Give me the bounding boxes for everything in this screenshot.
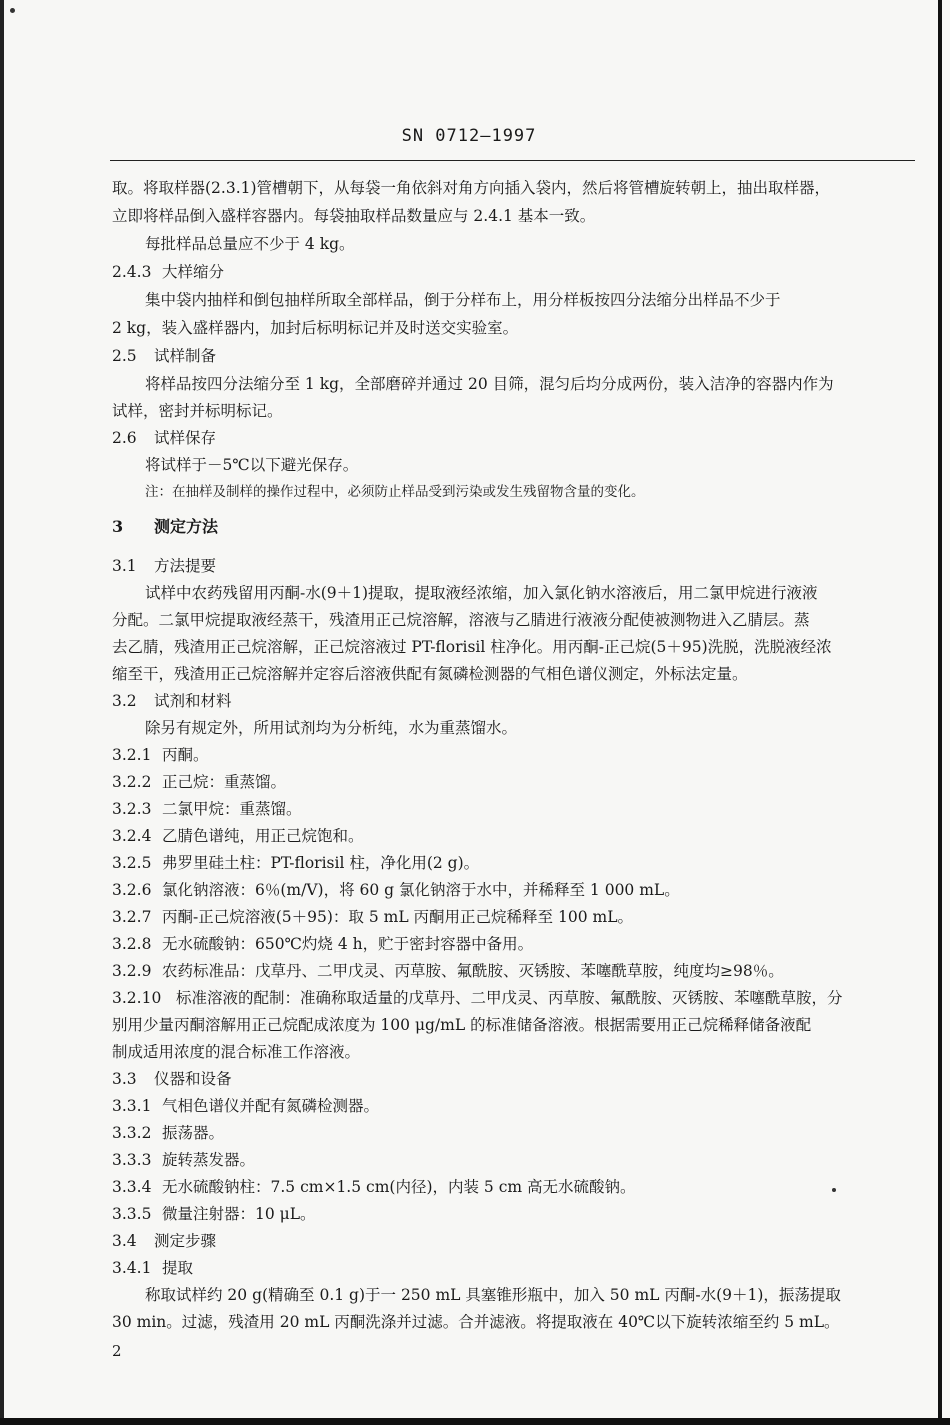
list-item (112, 1150, 255, 1170)
section-number: 3.3.2 (112, 1124, 152, 1142)
section-number: 3.3.1 (112, 1097, 152, 1115)
section-title: 试样制备 (154, 347, 217, 365)
scan-speck (10, 8, 15, 13)
section-title: 方法提要 (154, 557, 217, 575)
section-number: 3.2.1 (112, 746, 152, 764)
list-item (112, 961, 784, 981)
item-text: 丙酮-正己烷溶液(5＋95)：取 5 mL 丙酮用正己烷稀释至 100 mL。 (162, 908, 633, 926)
section-number: 3.2.7 (112, 908, 152, 926)
list-item (112, 799, 302, 819)
list-item (112, 772, 286, 792)
section-number: 3.2 (112, 692, 137, 710)
section-number: 3.2.3 (112, 800, 152, 818)
section-heading (112, 1069, 232, 1089)
section-title: 仪器和设备 (154, 1070, 232, 1088)
section-number: 3.4.1 (112, 1259, 152, 1277)
section-number: 3.2.9 (112, 962, 152, 980)
paragraph-line: 除另有规定外，所用试剂均为分析纯，水为重蒸馏水。 (145, 719, 518, 737)
item-text: 气相色谱仪并配有氮磷检测器。 (162, 1097, 380, 1115)
paragraph-line: 将样品按四分法缩分至 1 kg，全部磨碎并通过 20 目筛，混匀后均分成两份，装入洁净的容器内作为 (145, 375, 834, 393)
scan-border-bottom (0, 1418, 950, 1425)
section-title: 测定方法 (154, 517, 219, 536)
chapter-heading (112, 517, 218, 537)
section-number: 2.5 (112, 347, 137, 365)
section-title: 测定步骤 (154, 1232, 217, 1250)
item-text: 二氯甲烷：重蒸馏。 (162, 800, 302, 818)
item-text: 正己烷：重蒸馏。 (162, 773, 287, 791)
item-text: 无水硫酸钠柱：7.5 cm×1.5 cm(内径)，内装 5 cm 高无水硫酸钠。 (162, 1178, 636, 1196)
list-item (112, 880, 680, 900)
paragraph-line: 试样，密封并标明标记。 (112, 402, 283, 420)
section-number: 2.4.3 (112, 263, 152, 281)
section-number: 3.2.10 (112, 989, 162, 1007)
item-text: 微量注射器：10 μL。 (162, 1205, 316, 1223)
paragraph-line: 缩至干，残渣用正己烷溶解并定容后溶液供配有氮磷检测器的气相色谱仪测定，外标法定量。 (112, 665, 748, 683)
paragraph-line: 分配。二氯甲烷提取液经蒸干，残渣用正己烷溶解，溶液与乙腈进行液液分配使被测物进入乙腈层。蒸 (112, 611, 810, 629)
scan-speck (832, 1188, 836, 1192)
list-item (112, 826, 364, 846)
paragraph-line: 2 kg，装入盛样器内，加封后标明标记并及时送交实验室。 (112, 319, 519, 337)
section-number: 3.3.4 (112, 1178, 152, 1196)
document-header: SN 0712—1997 (401, 126, 537, 146)
list-item (112, 853, 479, 873)
item-text: 农药标准品：戊草丹、二甲戊灵、丙草胺、氟酰胺、灭锈胺、苯噻酰草胺，纯度均≥98％。 (162, 962, 784, 980)
list-item (112, 1123, 224, 1143)
item-text: 旋转蒸发器。 (162, 1151, 256, 1169)
paragraph-line: 去乙腈，残渣用正己烷溶解，正己烷溶液过 PT-florisil 柱净化。用丙酮-正己烷(5＋95)洗脱，洗脱液经浓 (112, 638, 832, 656)
section-title: 试剂和材料 (154, 692, 232, 710)
item-text: 氯化钠溶液：6％(m/V)，将 60 g 氯化钠溶于水中，并稀释至 1 000 mL。 (162, 881, 680, 899)
item-text: 乙腈色谱纯，用正己烷饱和。 (162, 827, 364, 845)
item-text: 标准溶液的配制：准确称取适量的戊草丹、二甲戊灵、丙草胺、氟酰胺、灭锈胺、苯噻酰草胺，分 (176, 989, 843, 1007)
section-heading (112, 1258, 193, 1278)
list-item (112, 1177, 636, 1197)
note-line: 注：在抽样及制样的操作过程中，必须防止样品受到污染或发生残留物含量的变化。 (145, 484, 645, 500)
paragraph-line: 制成适用浓度的混合标准工作溶液。 (112, 1043, 361, 1061)
section-number: 3.2.5 (112, 854, 152, 872)
item-text: 振荡器。 (162, 1124, 225, 1142)
list-item (112, 907, 633, 927)
item-text: 无水硫酸钠：650℃灼烧 4 h，贮于密封容器中备用。 (162, 935, 534, 953)
section-number: 3.1 (112, 557, 137, 575)
section-heading (112, 262, 224, 282)
section-number: 3.2.8 (112, 935, 152, 953)
paragraph-line: 立即将样品倒入盛样容器内。每袋抽取样品数量应与 2.4.1 基本一致。 (112, 207, 596, 225)
list-item (112, 1204, 316, 1224)
list-item (112, 745, 209, 765)
paragraph-line: 将试样于－5℃以下避光保存。 (145, 456, 359, 474)
section-heading (112, 1231, 216, 1251)
section-number: 3.2.2 (112, 773, 152, 791)
scan-border-left (0, 0, 4, 1425)
section-title: 试样保存 (154, 429, 217, 447)
section-heading (112, 691, 232, 711)
page-number: 2 (112, 1342, 122, 1360)
section-number: 3.4 (112, 1232, 137, 1250)
section-number: 3 (112, 517, 124, 536)
paragraph-line: 取。将取样器(2.3.1)管槽朝下，从每袋一角依斜对角方向插入袋内，然后将管槽旋转朝上，抽出取样器， (112, 179, 831, 197)
paragraph-line: 集中袋内抽样和倒包抽样所取全部样品，倒于分样布上，用分样板按四分法缩分出样品不少于 (145, 291, 781, 309)
paragraph-line: 称取试样约 20 g(精确至 0.1 g)于一 250 mL 具塞锥形瓶中，加入 50 mL 丙酮-水(9＋1)，振荡提取 (145, 1286, 841, 1304)
scan-border-right (938, 0, 942, 1425)
paragraph-line: 试样中农药残留用丙酮-水(9＋1)提取，提取液经浓缩，加入氯化钠水溶液后，用二氯甲烷进行液液 (145, 584, 818, 602)
paragraph-line: 别用少量丙酮溶解用正己烷配成浓度为 100 μg/mL 的标准储备溶液。根据需要用正己烷稀释储备液配 (112, 1016, 812, 1034)
section-number: 2.6 (112, 429, 137, 447)
section-number: 3.2.6 (112, 881, 152, 899)
section-number: 3.3.3 (112, 1151, 152, 1169)
list-item (112, 934, 533, 954)
section-heading (112, 346, 216, 366)
paragraph-line: 30 min。过滤，残渣用 20 mL 丙酮洗涤并过滤。合并滤液。将提取液在 40℃以下旋转浓缩至约 5 mL。 (112, 1313, 840, 1331)
section-heading (112, 428, 216, 448)
section-title: 大样缩分 (162, 263, 225, 281)
item-text: 丙酮。 (162, 746, 209, 764)
section-number: 3.2.4 (112, 827, 152, 845)
section-heading (112, 556, 216, 576)
list-item (112, 988, 843, 1008)
section-title: 提取 (162, 1259, 194, 1277)
section-number: 3.3.5 (112, 1205, 152, 1223)
item-text: 弗罗里硅土柱：PT-florisil 柱，净化用(2 g)。 (162, 854, 480, 872)
paragraph-line: 每批样品总量应不少于 4 kg。 (145, 235, 355, 253)
section-number: 3.3 (112, 1070, 137, 1088)
header-rule (110, 160, 915, 161)
list-item (112, 1096, 379, 1116)
